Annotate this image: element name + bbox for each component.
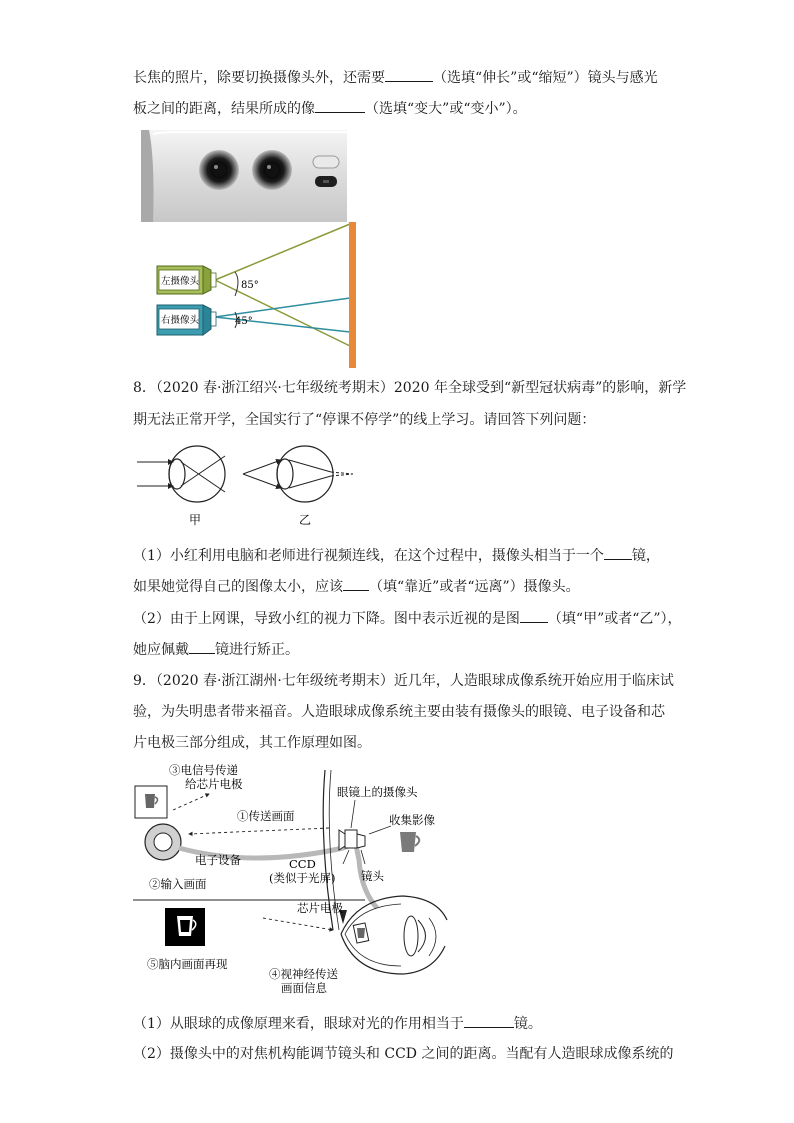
label-step1: ①传送画面	[237, 809, 295, 823]
glasses-camera-icon	[345, 830, 357, 848]
label-collect-image: 收集影像	[389, 813, 435, 827]
right-camera-label: 右摄像头	[161, 315, 200, 326]
cup-icon	[400, 832, 416, 852]
label-step3-line2: 给芯片电极	[185, 777, 243, 791]
answer-blank[interactable]	[343, 576, 369, 591]
label-ccd-note: (类似于光屏)	[269, 871, 336, 885]
q8-stem-line-2: 期无法正常开学，全国实行了“停课不停学”的线上学习。请回答下列问题：	[133, 412, 596, 428]
q9-stem-line-1: 9．（2020 春·浙江湖州·七年级统考期末）近几年，人造眼球成像系统开始应用于临床试	[133, 673, 674, 689]
phone-camera-photo	[141, 130, 347, 222]
artificial-eye-system-diagram	[133, 760, 453, 998]
eye-diagrams	[133, 438, 363, 530]
answer-blank[interactable]	[385, 67, 433, 82]
eye-diagram-yi	[243, 446, 353, 502]
label-step3-line1: ③电信号传递	[169, 763, 238, 777]
label-step4-line2: 画面信息	[281, 981, 327, 995]
answer-blank[interactable]	[520, 608, 548, 623]
label-step5: ⑤脑内画面再现	[147, 957, 228, 971]
screen-bar	[349, 222, 356, 368]
q9-stem-line-3: 片电极三部分组成，其工作原理如图。	[133, 735, 371, 751]
angle-85-label: 85°	[241, 280, 259, 291]
q8-part1-line-2: 如果她觉得自己的图像太小，应该 （填“靠近”或者“远离”）摄像头。	[133, 576, 580, 597]
q9-stem-line-2: 验，为失明患者带来福音。人造眼球成像系统主要由装有摄像头的眼镜、电子设备和芯	[133, 704, 665, 720]
camera-field-of-view-diagram	[155, 220, 361, 370]
angle-45-label: 45°	[235, 316, 253, 327]
label-step2: ②输入画面	[149, 877, 207, 891]
label-electronic-device: 电子设备	[195, 853, 241, 867]
eye-diagram-jia	[137, 446, 225, 502]
q8-stem-line-1: 8．（2020 春·浙江绍兴·七年级统考期末）2020 年全球受到“新型冠状病毒”的影响，新学	[133, 380, 687, 396]
q7-text-line-1: 长焦的照片，除要切换摄像头外，还需要 （选填“伸长”或“缩短”）镜头与感光	[133, 67, 658, 88]
label-glasses-camera: 眼镜上的摄像头	[337, 785, 418, 799]
label-lens: 镜头	[361, 869, 384, 883]
left-camera-label: 左摄像头	[161, 276, 200, 287]
eyeball-icon	[341, 896, 447, 974]
answer-blank[interactable]	[189, 639, 215, 654]
q7-text-line-2: 板之间的距离，结果所成的像 （选填“变大”或“变小”）。	[133, 98, 527, 119]
label-chip-electrode: 芯片电极	[297, 901, 343, 915]
label-yi: 乙	[299, 513, 312, 527]
q9-part2: （2）摄像头中的对焦机构能调节镜头和 CCD 之间的距离。当配有人造眼球成像系统的	[133, 1046, 674, 1062]
label-step4-line1: ④视神经传送	[269, 967, 338, 981]
q8-part2-line-1: （2）由于上网课，导致小红的视力下降。图中表示近视的是图 （填“甲”或者“乙”），	[133, 608, 682, 629]
answer-blank[interactable]	[464, 1013, 514, 1028]
answer-blank[interactable]	[315, 98, 365, 113]
label-ccd: CCD	[289, 857, 316, 871]
q8-part1-line-1: （1）小红利用电脑和老师进行视频连线，在这个过程中，摄像头相当于一个 镜，	[133, 545, 660, 566]
q8-part2-line-2: 她应佩戴 镜进行矫正。	[133, 639, 299, 660]
label-jia: 甲	[189, 513, 202, 527]
answer-blank[interactable]	[604, 545, 632, 560]
q9-part1: （1）从眼球的成像原理来看，眼球对光的作用相当于 镜。	[133, 1013, 542, 1034]
